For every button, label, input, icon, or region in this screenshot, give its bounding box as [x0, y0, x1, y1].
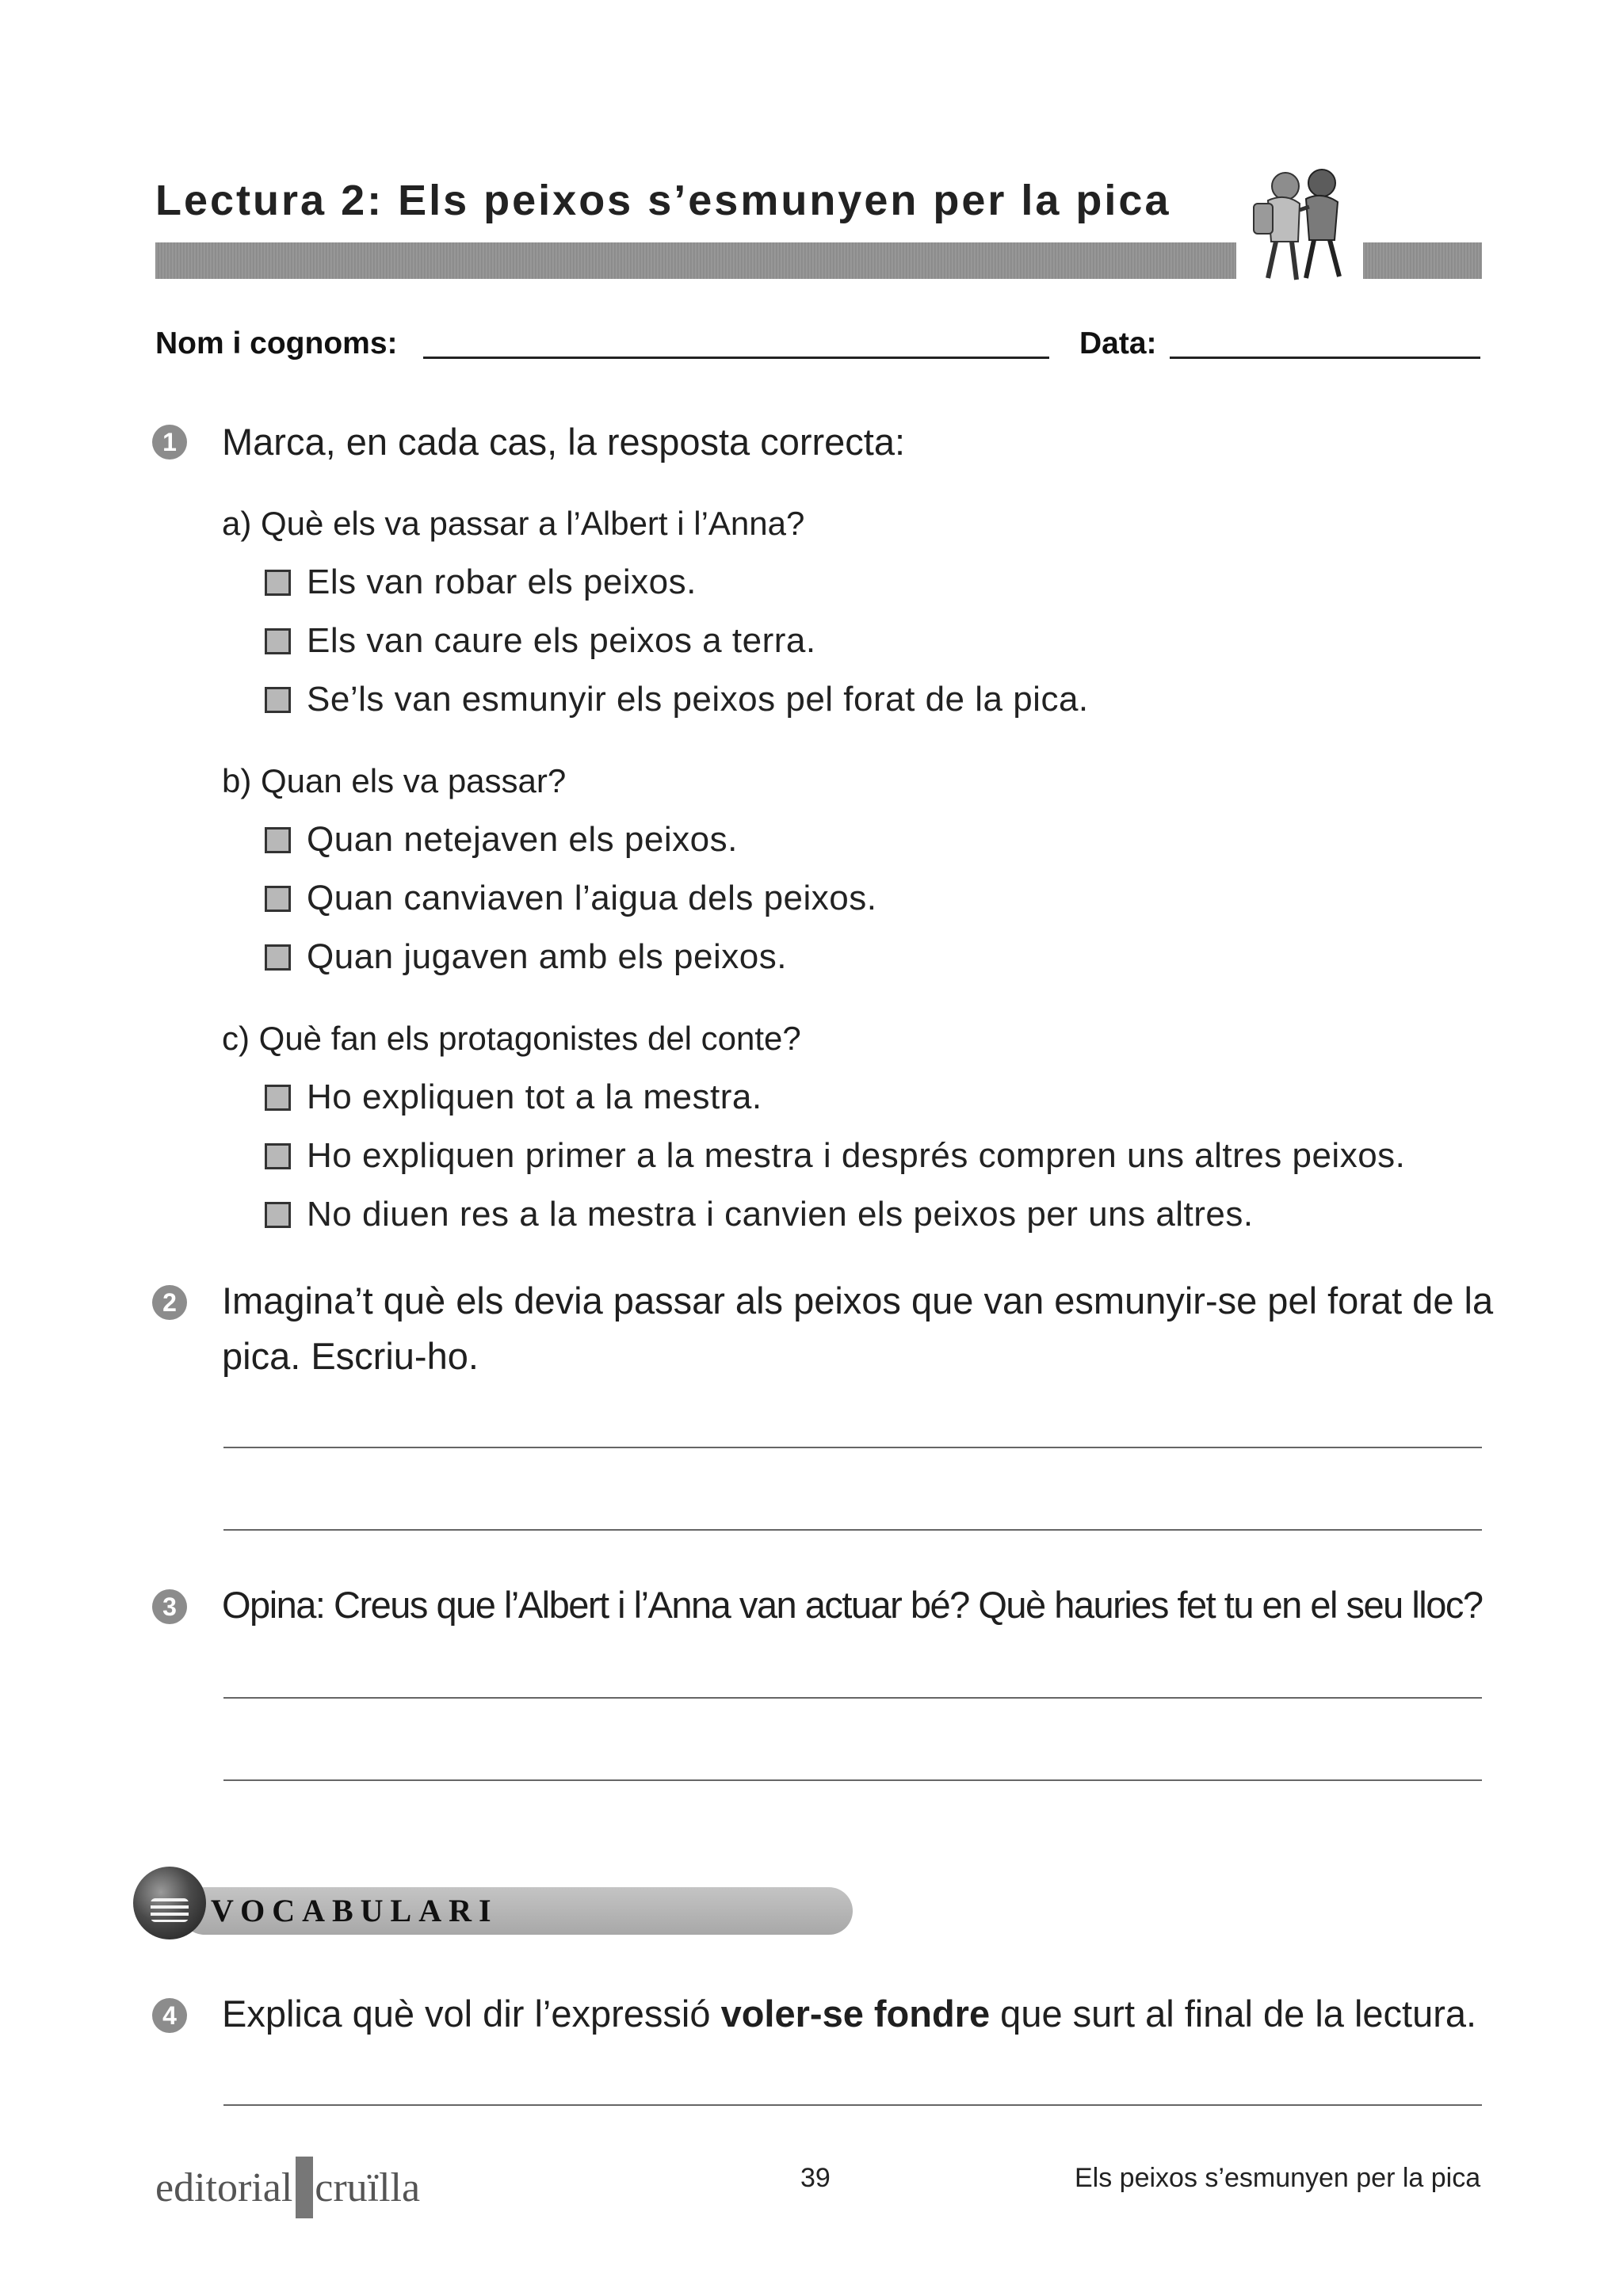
checkbox[interactable] — [265, 944, 291, 971]
expression-bold: voler-se fondre — [720, 1993, 991, 2035]
page-number: 39 — [800, 2163, 831, 2193]
question-b: b) Quan els va passar? — [222, 762, 567, 799]
logo-text-cruilla: cruïlla — [315, 2165, 421, 2210]
option-label: Ho expliquen tot a la mestra. — [307, 1077, 762, 1116]
publisher-logo — [155, 2157, 420, 2218]
exercise-2-text-line2: pica. Escriu-ho. — [222, 1335, 479, 1377]
running-title: Els peixos s’esmunyen per la pica — [1075, 2163, 1481, 2193]
option-label: Ho expliquen primer a la mestra i després compren uns altres peixos. — [307, 1136, 1406, 1175]
children-illustration — [1236, 162, 1363, 289]
date-label: Data: — [1079, 326, 1157, 360]
exercise-1-instruction: Marca, en cada cas, la resposta correcta: — [222, 421, 906, 463]
answer-line[interactable] — [223, 1529, 1482, 1531]
option-label: Quan netejaven els peixos. — [307, 820, 738, 859]
checkbox[interactable] — [265, 687, 291, 713]
globe-icon — [133, 1867, 206, 1939]
option-b3[interactable] — [265, 937, 787, 977]
option-c3[interactable] — [265, 1195, 1254, 1234]
exercise-number: 2 — [152, 1285, 187, 1320]
question-a: a) Què els va passar a l’Albert i l’Anna? — [222, 505, 805, 542]
option-label: No diuen res a la mestra i canvien els peixos per uns altres. — [307, 1195, 1254, 1234]
answer-line[interactable] — [223, 2104, 1482, 2106]
option-label: Se’ls van esmunyir els peixos pel forat de la pica. — [307, 680, 1089, 719]
checkbox[interactable] — [265, 628, 291, 654]
option-c1[interactable] — [265, 1077, 762, 1117]
logo-mark — [296, 2157, 313, 2218]
option-c2[interactable] — [265, 1136, 1405, 1176]
page-title: Lectura 2: Els peixos s’esmunyen per la pica — [155, 177, 1171, 224]
option-label: Els van caure els peixos a terra. — [307, 621, 816, 660]
answer-line[interactable] — [223, 1447, 1482, 1448]
option-label: Quan jugaven amb els peixos. — [307, 937, 787, 976]
name-field[interactable] — [423, 357, 1049, 359]
answer-line[interactable] — [223, 1779, 1482, 1781]
option-label: Els van robar els peixos. — [307, 563, 697, 601]
logo-text-editorial: editorial — [155, 2165, 293, 2210]
vocabulary-banner — [133, 1862, 856, 1954]
question-c: c) Què fan els protagonistes del conte? — [222, 1020, 801, 1057]
date-field[interactable] — [1170, 357, 1480, 359]
exercise-number: 3 — [152, 1589, 187, 1624]
vocabulary-heading: VOCABULARI — [211, 1893, 498, 1928]
name-label: Nom i cognoms: — [155, 326, 398, 360]
checkbox[interactable] — [265, 1202, 291, 1228]
answer-line[interactable] — [223, 1697, 1482, 1699]
checkbox[interactable] — [265, 1085, 291, 1111]
option-a3[interactable] — [265, 680, 1089, 719]
exercise-3-text: Opina: Creus que l’Albert i l’Anna van actuar bé? Què hauries fet tu en el seu lloc? — [222, 1584, 1483, 1626]
option-b2[interactable] — [265, 879, 877, 918]
option-a1[interactable] — [265, 563, 697, 602]
exercise-number: 4 — [152, 1998, 187, 2033]
checkbox[interactable] — [265, 827, 291, 853]
option-label: Quan canviaven l’aigua dels peixos. — [307, 879, 877, 917]
exercise-4-text-after: que surt al final de la lectura. — [990, 1993, 1477, 2035]
option-a2[interactable] — [265, 621, 816, 661]
exercise-4-text-before: Explica què vol dir l’expressió — [222, 1993, 721, 2035]
checkbox[interactable] — [265, 1143, 291, 1169]
option-b1[interactable] — [265, 820, 738, 860]
checkbox[interactable] — [265, 886, 291, 912]
exercise-4-text — [222, 1992, 1476, 2035]
exercise-2-text-line1: Imagina’t què els devia passar als peixos que van esmunyir-se pel forat de la — [222, 1280, 1494, 1322]
exercise-number: 1 — [152, 425, 187, 460]
checkbox[interactable] — [265, 570, 291, 596]
